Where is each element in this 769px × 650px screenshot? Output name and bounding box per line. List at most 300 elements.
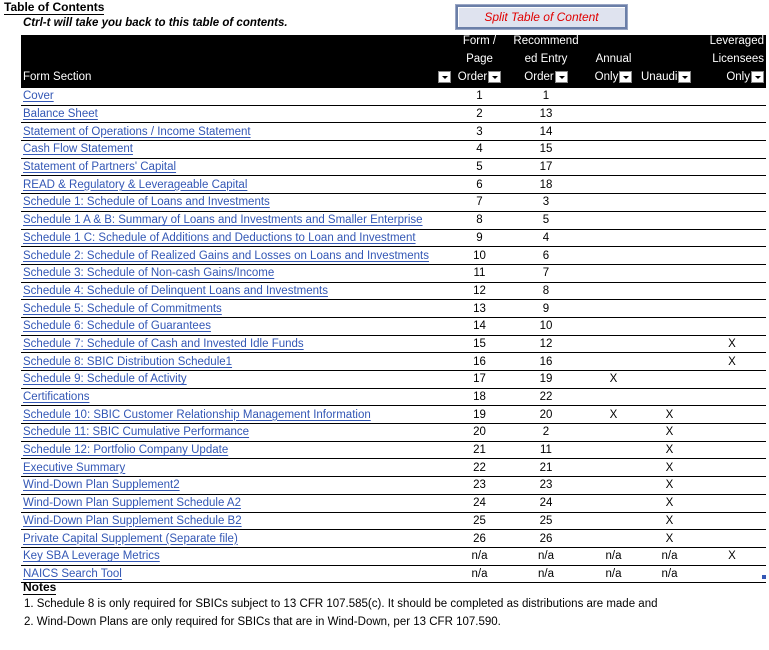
entry-order-cell: 17 [539, 161, 553, 174]
section-link[interactable]: Private Capital Supplement (Separate file) [23, 532, 238, 545]
entry-order-cell: n/a [538, 567, 554, 580]
page-order-cell: 9 [476, 231, 483, 244]
annual-only-cell-td [586, 547, 641, 565]
entry-order-cell-td [506, 211, 586, 229]
entry-order-cell-td [506, 176, 586, 194]
filter-dropdown-section[interactable] [438, 71, 451, 83]
entry-order-cell: n/a [538, 550, 554, 563]
filter-dropdown-page[interactable] [488, 71, 501, 83]
page-order-cell: 26 [473, 532, 486, 545]
annual-only-cell-td [586, 211, 641, 229]
entry-order-cell: 8 [542, 284, 550, 297]
annual-only-cell-td [586, 141, 641, 159]
page-order-cell-td [453, 494, 506, 512]
section-link[interactable]: Schedule 1 C: Schedule of Additions and Deductions to Loan and Investment [23, 231, 416, 244]
leveraged-only-cell: X [728, 550, 736, 563]
unaudited-cell-td [641, 141, 698, 159]
annual-only-cell-td [586, 477, 641, 495]
annual-only-cell-td [586, 282, 641, 300]
page-order-cell-td [453, 141, 506, 159]
header-leveraged: Leveraged Licensees Only [709, 35, 764, 83]
page-order-cell-td [453, 264, 506, 282]
entry-order-cell-td [506, 158, 586, 176]
page-order-cell-td [453, 123, 506, 141]
unaudited-cell-td [641, 371, 698, 389]
section-td [21, 158, 453, 176]
leveraged-only-cell-td [698, 371, 766, 389]
unaudited-cell-td [641, 459, 698, 477]
unaudited-cell-td [641, 512, 698, 530]
section-td [21, 229, 453, 247]
section-td [21, 282, 453, 300]
annual-only-cell-td [586, 388, 641, 406]
table-row [21, 530, 766, 548]
page-order-cell: 4 [476, 143, 483, 156]
page-order-cell: 2 [476, 108, 483, 121]
entry-order-cell: 7 [542, 267, 550, 280]
entry-order-cell-td [506, 229, 586, 247]
table-row [21, 459, 766, 477]
entry-order-cell-td [506, 282, 586, 300]
entry-order-cell: 4 [542, 231, 550, 244]
page-order-cell-td [453, 441, 506, 459]
section-link[interactable]: Cash Flow Statement [23, 143, 133, 156]
page-order-cell: 19 [473, 408, 486, 421]
leveraged-only-cell-td [698, 441, 766, 459]
header-entry-order: Recommend ed Entry Order [513, 35, 579, 83]
leveraged-only-cell: X [728, 337, 736, 350]
page-order-cell: 7 [476, 196, 483, 209]
filter-dropdown-leveraged[interactable] [751, 71, 764, 83]
section-link[interactable]: Schedule 6: Schedule of Guarantees [23, 320, 211, 333]
page-order-cell-td [453, 300, 506, 318]
table-row [21, 176, 766, 194]
annual-only-cell: n/a [605, 550, 622, 563]
entry-order-cell: 15 [539, 143, 553, 156]
annual-only-cell-td [586, 512, 641, 530]
entry-order-cell-td [506, 371, 586, 389]
section-link[interactable]: Schedule 5: Schedule of Commitments [23, 302, 222, 315]
entry-order-cell-td [506, 424, 586, 442]
annual-only-cell-td [586, 317, 641, 335]
entry-order-cell: 24 [539, 497, 553, 510]
page-order-cell: 10 [473, 249, 486, 262]
table-resize-handle[interactable] [762, 575, 766, 579]
page-order-cell-td [453, 335, 506, 353]
section-td [21, 494, 453, 512]
page-order-cell-td [453, 512, 506, 530]
page-order-cell: 8 [476, 214, 483, 227]
page-order-cell: 5 [476, 161, 483, 174]
page-order-cell: 6 [476, 178, 483, 191]
leveraged-only-cell-td [698, 424, 766, 442]
entry-order-cell-td [506, 512, 586, 530]
section-td [21, 424, 453, 442]
section-link[interactable]: Wind-Down Plan Supplement Schedule A2 [23, 497, 241, 510]
annual-only-cell-td [586, 123, 641, 141]
contents-table [21, 35, 766, 583]
section-link[interactable]: Executive Summary [23, 461, 126, 474]
annual-only-cell-td [586, 424, 641, 442]
section-link[interactable]: Schedule 1 A & B: Summary of Loans and Investments and Smaller Enterprise [23, 214, 423, 227]
instruction-text: Ctrl-t will take you back to this table of contents. [23, 17, 288, 29]
section-link[interactable]: Wind-Down Plan Supplement2 [23, 479, 180, 492]
unaudited-cell-td [641, 406, 698, 424]
entry-order-cell-td [506, 194, 586, 212]
unaudited-cell-td [641, 441, 698, 459]
page-order-cell: 25 [473, 514, 486, 527]
annual-only-cell-td [586, 530, 641, 548]
entry-order-cell: 5 [542, 214, 550, 227]
section-link[interactable]: Key SBA Leverage Metrics [23, 550, 160, 563]
page-order-cell: 22 [473, 461, 486, 474]
table-row [21, 441, 766, 459]
section-link[interactable]: Balance Sheet [23, 108, 98, 121]
unaudited-cell-td [641, 123, 698, 141]
table-row [21, 123, 766, 141]
page-order-cell-td [453, 211, 506, 229]
page-order-cell: 20 [473, 426, 486, 439]
table-row [21, 406, 766, 424]
annual-only-cell-td [586, 88, 641, 105]
section-link[interactable]: Schedule 8: SBIC Distribution Schedule1 [23, 355, 233, 368]
leveraged-only-cell-td [698, 300, 766, 318]
leveraged-only-cell-td [698, 105, 766, 123]
leveraged-only-cell-td [698, 388, 766, 406]
section-link[interactable]: Certifications [23, 391, 90, 404]
unaudited-cell: n/a [661, 567, 678, 580]
page-order-cell: n/a [471, 567, 488, 580]
page-order-cell: 11 [473, 267, 486, 280]
unaudited-cell-td [641, 494, 698, 512]
section-td [21, 211, 453, 229]
leveraged-only-cell-td [698, 565, 766, 583]
unaudited-cell-td [641, 547, 698, 565]
annual-only-cell-td [586, 459, 641, 477]
unaudited-cell-td [641, 353, 698, 371]
section-td [21, 441, 453, 459]
leveraged-only-cell-td [698, 477, 766, 495]
unaudited-cell: X [665, 479, 674, 492]
page-order-cell: 21 [473, 444, 486, 457]
table-row [21, 388, 766, 406]
leveraged-only-cell-td [698, 317, 766, 335]
table-row [21, 424, 766, 442]
section-td [21, 565, 453, 583]
unaudited-cell: X [665, 461, 674, 474]
page-order-cell-td [453, 388, 506, 406]
annual-only-cell-td [586, 300, 641, 318]
section-link[interactable]: Statement of Partners' Capital [23, 161, 177, 174]
entry-order-cell: 10 [539, 320, 553, 333]
leveraged-only-cell-td [698, 158, 766, 176]
filter-dropdown-entry[interactable] [555, 71, 568, 83]
page-order-cell-td [453, 105, 506, 123]
section-link[interactable]: Schedule 12: Portfolio Company Update [23, 444, 229, 457]
section-td [21, 141, 453, 159]
page-order-cell: 18 [473, 391, 486, 404]
entry-order-cell: 21 [539, 461, 553, 474]
entry-order-cell-td [506, 105, 586, 123]
page-order-cell: 14 [473, 320, 486, 333]
section-link[interactable]: Schedule 1: Schedule of Loans and Investments [23, 196, 270, 209]
section-td [21, 477, 453, 495]
leveraged-only-cell-td [698, 494, 766, 512]
table-row [21, 565, 766, 583]
header-unaudited: Unaudi [641, 35, 698, 88]
leveraged-only-cell-td [698, 141, 766, 159]
unaudited-cell-td [641, 88, 698, 105]
note-1: 1. Schedule 8 is only required for SBICs subject to 13 CFR 107.585(c). It should be completed as distributions are made and [24, 598, 658, 610]
section-td [21, 176, 453, 194]
entry-order-cell: 11 [540, 444, 552, 457]
annual-only-cell-td [586, 371, 641, 389]
unaudited-cell: X [665, 444, 674, 457]
page-order-cell-td [453, 459, 506, 477]
page-order-cell: 23 [473, 479, 486, 492]
unaudited-cell-td [641, 105, 698, 123]
section-link[interactable]: Schedule 7: Schedule of Cash and Invested Idle Funds [23, 337, 304, 350]
filter-dropdown-annual[interactable] [619, 71, 632, 83]
section-link[interactable]: NAICS Search Tool [23, 567, 122, 580]
table-row [21, 158, 766, 176]
section-td [21, 371, 453, 389]
unaudited-cell-td [641, 530, 698, 548]
annual-only-cell-td [586, 565, 641, 583]
unaudited-cell-td [641, 300, 698, 318]
page-order-cell: 3 [476, 125, 483, 138]
unaudited-cell-td [641, 264, 698, 282]
entry-order-cell: 3 [542, 196, 550, 209]
section-link[interactable]: Wind-Down Plan Supplement Schedule B2 [23, 514, 242, 527]
entry-order-cell: 25 [539, 514, 553, 527]
page-order-cell-td [453, 194, 506, 212]
page-order-cell-td [453, 530, 506, 548]
table-row [21, 229, 766, 247]
annual-only-cell-td [586, 264, 641, 282]
note-2: 2. Wind-Down Plans are only required for SBICs that are in Wind-Down, per 13 CFR 107.590. [24, 616, 501, 628]
entry-order-cell-td [506, 353, 586, 371]
unaudited-cell-td [641, 388, 698, 406]
table-row [21, 335, 766, 353]
unaudited-cell-td [641, 158, 698, 176]
unaudited-cell: n/a [661, 550, 678, 563]
unaudited-cell: X [665, 497, 674, 510]
entry-order-cell-td [506, 388, 586, 406]
entry-order-cell-td [506, 335, 586, 353]
entry-order-cell: 13 [539, 108, 553, 121]
table-row [21, 477, 766, 495]
entry-order-cell-td [506, 264, 586, 282]
entry-order-cell-td [506, 530, 586, 548]
entry-order-cell: 1 [542, 90, 550, 103]
unaudited-cell-td [641, 247, 698, 265]
unaudited-cell-td [641, 194, 698, 212]
entry-order-cell-td [506, 565, 586, 583]
table-row [21, 371, 766, 389]
unaudited-cell: X [665, 532, 674, 545]
section-td [21, 547, 453, 565]
table-row [21, 494, 766, 512]
annual-only-cell-td [586, 441, 641, 459]
section-link[interactable]: Statement of Operations / Income Statement [23, 125, 251, 138]
section-td [21, 406, 453, 424]
leveraged-only-cell-td [698, 247, 766, 265]
unaudited-cell-td [641, 176, 698, 194]
annual-only-cell-td [586, 247, 641, 265]
annual-only-cell-td [586, 335, 641, 353]
unaudited-cell-td [641, 477, 698, 495]
entry-order-cell: 22 [539, 391, 553, 404]
entry-order-cell-td [506, 123, 586, 141]
unaudited-cell-td [641, 282, 698, 300]
leveraged-only-cell: X [728, 355, 736, 368]
unaudited-cell-td [641, 211, 698, 229]
page-order-cell: 16 [473, 355, 486, 368]
leveraged-only-cell-td [698, 264, 766, 282]
leveraged-only-cell-td [698, 406, 766, 424]
entry-order-cell-td [506, 141, 586, 159]
annual-only-cell: n/a [605, 567, 622, 580]
entry-order-cell-td [506, 406, 586, 424]
section-td [21, 300, 453, 318]
annual-only-cell-td [586, 158, 641, 176]
section-td [21, 264, 453, 282]
section-link[interactable]: READ & Regulatory & Leverageable Capital [23, 178, 248, 191]
page-order-cell-td [453, 158, 506, 176]
section-td [21, 459, 453, 477]
notes-title: Notes [23, 580, 57, 594]
table-row [21, 88, 766, 105]
unaudited-cell: X [665, 514, 674, 527]
entry-order-cell-td [506, 247, 586, 265]
split-table-button[interactable]: Split Table of Content [456, 5, 627, 29]
leveraged-only-cell-td [698, 335, 766, 353]
annual-only-cell: X [609, 408, 618, 421]
annual-only-cell-td [586, 229, 641, 247]
filter-dropdown-unaudited[interactable] [678, 71, 691, 83]
page-order-cell: 12 [473, 284, 486, 297]
unaudited-cell-td [641, 317, 698, 335]
unaudited-cell-td [641, 335, 698, 353]
annual-only-cell-td [586, 353, 641, 371]
leveraged-only-cell-td [698, 512, 766, 530]
page-order-cell: 1 [476, 90, 483, 103]
entry-order-cell: 9 [542, 302, 550, 315]
section-td [21, 388, 453, 406]
entry-order-cell-td [506, 459, 586, 477]
leveraged-only-cell-td [698, 229, 766, 247]
page-order-cell-td [453, 247, 506, 265]
annual-only-cell-td [586, 176, 641, 194]
unaudited-cell-td [641, 565, 698, 583]
page-order-cell: 15 [473, 337, 486, 350]
page-order-cell-td [453, 371, 506, 389]
entry-order-cell: 16 [539, 355, 553, 368]
section-td [21, 353, 453, 371]
page-order-cell-td [453, 317, 506, 335]
leveraged-only-cell-td [698, 194, 766, 212]
header-row [21, 35, 766, 88]
entry-order-cell: 26 [539, 532, 553, 545]
unaudited-cell-td [641, 424, 698, 442]
unaudited-cell-td [641, 229, 698, 247]
section-td [21, 247, 453, 265]
section-td [21, 123, 453, 141]
entry-order-cell: 19 [539, 373, 553, 386]
leveraged-only-cell-td [698, 459, 766, 477]
page-order-cell-td [453, 565, 506, 583]
entry-order-cell-td [506, 88, 586, 105]
unaudited-cell: X [665, 408, 674, 421]
entry-order-cell: 12 [539, 337, 553, 350]
table-row [21, 211, 766, 229]
header-page-order: Form / Page Order [453, 35, 506, 88]
section-td [21, 105, 453, 123]
section-td [21, 317, 453, 335]
table-row [21, 247, 766, 265]
section-link[interactable]: Schedule 9: Schedule of Activity [23, 373, 187, 386]
entry-order-cell: 20 [539, 408, 553, 421]
table-row [21, 141, 766, 159]
section-td [21, 530, 453, 548]
header-annual-only: Annual Only [594, 53, 632, 83]
table-row [21, 512, 766, 530]
leveraged-only-cell-td [698, 123, 766, 141]
page-order-cell-td [453, 477, 506, 495]
section-td [21, 335, 453, 353]
section-link[interactable]: Cover [23, 90, 54, 103]
table-row [21, 547, 766, 565]
leveraged-only-cell-td [698, 211, 766, 229]
table-row [21, 282, 766, 300]
entry-order-cell-td [506, 441, 586, 459]
table-row [21, 317, 766, 335]
section-link[interactable]: Schedule 4: Schedule of Delinquent Loans and Investments [23, 284, 328, 297]
section-td [21, 512, 453, 530]
header-form-section: Form Section [21, 35, 453, 88]
leveraged-only-cell-td [698, 282, 766, 300]
annual-only-cell-td [586, 105, 641, 123]
page-order-cell-td [453, 282, 506, 300]
section-td [21, 88, 453, 105]
section-link[interactable]: Schedule 11: SBIC Cumulative Performance [23, 426, 250, 439]
page-order-cell: 17 [473, 373, 486, 386]
section-link[interactable]: Schedule 10: SBIC Customer Relationship Management Information [23, 408, 371, 421]
table-row [21, 194, 766, 212]
table-row [21, 264, 766, 282]
leveraged-only-cell-td [698, 88, 766, 105]
page-order-cell-td [453, 424, 506, 442]
annual-only-cell: X [609, 373, 618, 386]
entry-order-cell-td [506, 317, 586, 335]
section-link[interactable]: Schedule 3: Schedule of Non-cash Gains/Income [23, 267, 275, 280]
table-row [21, 105, 766, 123]
entry-order-cell-td [506, 300, 586, 318]
leveraged-only-cell-td [698, 547, 766, 565]
section-link[interactable]: Schedule 2: Schedule of Realized Gains and Losses on Loans and Investments [23, 249, 429, 262]
page-order-cell-td [453, 229, 506, 247]
section-td [21, 194, 453, 212]
leveraged-only-cell-td [698, 176, 766, 194]
page-order-cell-td [453, 88, 506, 105]
table-row [21, 353, 766, 371]
entry-order-cell-td [506, 494, 586, 512]
page-order-cell-td [453, 353, 506, 371]
page-order-cell-td [453, 406, 506, 424]
entry-order-cell: 6 [542, 249, 550, 262]
page-title: Table of Contents [4, 0, 105, 14]
